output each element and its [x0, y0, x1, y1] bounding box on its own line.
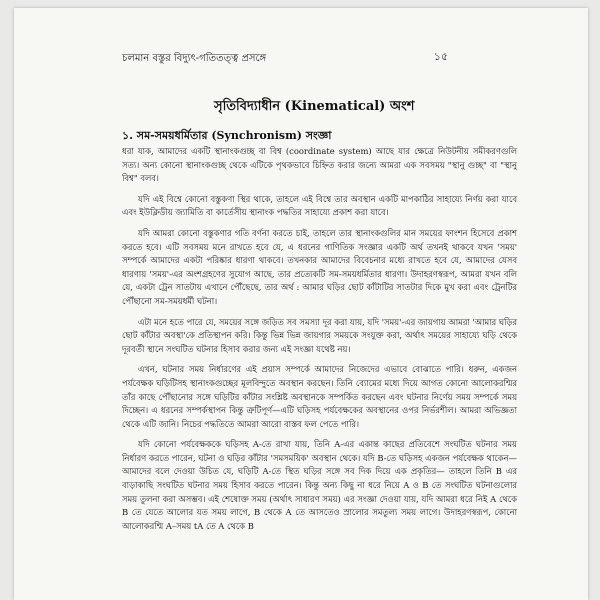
paragraph: যদি আমরা কোনো বস্তুকণার গতি বর্ণনা করতে চাই, তাহলে তার স্থানাংকগুলির মান সময়ের ফাংশন হিসেবে প্রকাশ করতে হবে। এটি সবসময় মনে রাখতে হবে যে, এ ধরনের গাণিতিক সংজ্ঞার একটি অর্থ তখনই থাকবে যখন 'সময়' সম্পর্কে আমাদের একটা পরিষ্কার ধারণা থাকবে। তখনকার আমাদের বিবেচনার মধ্যে রাখতে হবে যে, আমাদের যেসব ধারণায় 'সময়'-এর অংশগ্রহণের সুযোগ আছে, তার প্রত্যেকটি সম-সময়ধর্মিতার ধারণা। উদাহরণস্বরূপ, আমরা যখন বলি যে, একটা ট্রেন সাতটায় এখানে পৌঁছেছে, তার অর্থ : আমার ঘড়ির ছোট কাঁটাটির সাতটার দিকে মুখ করা এবং ট্রেনটির পৌঁছানো সম-সময়ধর্মী ঘটনা।: [122, 227, 517, 306]
body-text: [122, 145, 517, 540]
running-head: চলমান বস্তুর বিদ্যুৎ-গতিতত্ত্ব প্রসঙ্গে: [122, 53, 267, 64]
paragraph: এটা মনে হতে পারে যে, সময়ের সঙ্গে জড়িত সব সমস্যা দূর করা যায়, যদি 'সময়'-এর জায়গায় আমরা 'আমার ঘড়ির ছোট কাঁটার অবস্থা'কে প্রতিস্থাপন করি। কিন্তু ভিন্ন ভিন্ন জায়গার সময়কে সংযুক্ত করা, অর্থাৎ সময়ের সাহায্যে ঘড়ি থেকে দূরবর্তী স্থানে সংঘটিত ঘটনার হিসাব করার জন্য এই সংজ্ঞা যথেষ্ট নয়।: [122, 316, 517, 354]
page-number: ১৫: [433, 50, 448, 63]
subsection-title: ১. সম-সময়ধর্মিতার (Synchronism) সংজ্ঞা: [122, 129, 332, 142]
paragraph: যদি এই বিশ্বে কোনো বস্তুকণা স্থির থাকে, তাহলে এই বিশ্বে তার অবস্থান একটি মাপকাঠির সাহায্যে নির্ণয় করা যাবে এবং ইউক্লিডীয় জ্যামিতি বা কার্তেসীয় স্থানাংক পদ্ধতির সাহায্যে প্রকাশ করা যাবে।: [122, 193, 517, 218]
book-page: [14, 8, 588, 600]
paragraph: এখন, ঘটনার সময় নির্ধারণের এই প্রয়াস সম্পর্কে আমাদের নিজেদের এভাবে বোঝাতে পারি। ধরুন, একজন পর্যবেক্ষক ঘড়িটিসহ স্থানাংকগুচ্ছের মূলবিন্দুতে অবস্থান করছেন। তিনি ব্যোমের মধ্যে দিয়ে আগত কোনো আলোকরশ্মির তাঁর কাছে পৌঁছানোর সঙ্গে ঘড়িটির কাঁটার সংশ্লিষ্ট অবস্থানকে সম্পর্কিত করছেন এবং ঘটনার নির্ণেয় সময় সম্পর্কে সময় দিচ্ছেন। এ ধরনের সম্পর্কস্থাপন কিন্তু ত্রুটিপূর্ণ—এটি ঘড়িসহ পর্যবেক্ষকের অবস্থানের ওপর নির্ভরশীল। আমরা অভিজ্ঞতা থেকে এটি জানি। নিচের পদ্ধতিতে আমরা আরো বাস্তব ফল পেতে পারি।: [122, 364, 517, 429]
section-title: সৃতিবিদ্যাধীন (Kinematical) অংশ: [214, 99, 415, 114]
paragraph: ধরা যাক, আমাদের একটি স্থানাংকগুচ্ছ বা বিশ্ব (coordinate system) আছে যার ক্ষেত্রে নিউটনীয় সমীকরণগুলি সত্য। অন্য কোনো স্থানাংকগুচ্ছ থেকে এটিকে পৃথকভাবে চিহ্নিত করার জন্যে আমরা এক সবসময় "স্থানু গুচ্ছ" বা "স্থানু বিশ্ব" বলব।: [122, 146, 517, 184]
paragraph: যদি কোনো পর্যবেক্ষককে ঘড়িসহ A-তে রাখা যায়, তিনি A-এর একান্ত কাছের প্রতিবেশে সংঘটিত ঘটনার সময় নির্ধারণ করতে পারেন, ঘটনা ও ঘড়ির কাঁটার 'সমসময়িক' অবস্থান থেকে। যদি B-তে ঘড়িসহ একজন পর্যবেক্ষক থাকেন—আমাদের বলে দেওয়া উচিত যে, ঘড়িটি A-তে স্থিত ঘড়ির সঙ্গে সব দিক দিয়ে এক প্রকৃতির— তাহলে তিনি B এর বাড়াকাছি সংঘটিত ঘটনার সময় হিসাব করতে পারেন। কিন্তু অন্য কিছু না ধরে নিয়ে A ও B তে সংঘটিত ঘটনাগুলোর সময় তুলনা করা অসম্ভব। এই শেষোক্ত সময় (অর্থাৎ সাধারণ সময়) এর সংজ্ঞা দেওয়া যায়, যদি আমরা ধরে নিই A থেকে B তে যেতে আলোর যত সময় লাগে, B থেকে A তে আসতেও স্রালোর সমতুল্য সময় লাগে। উদাহরণস্বরূপ, কোনো আলোকরশ্মি A–সময় tA তে A থেকে B: [122, 439, 517, 531]
